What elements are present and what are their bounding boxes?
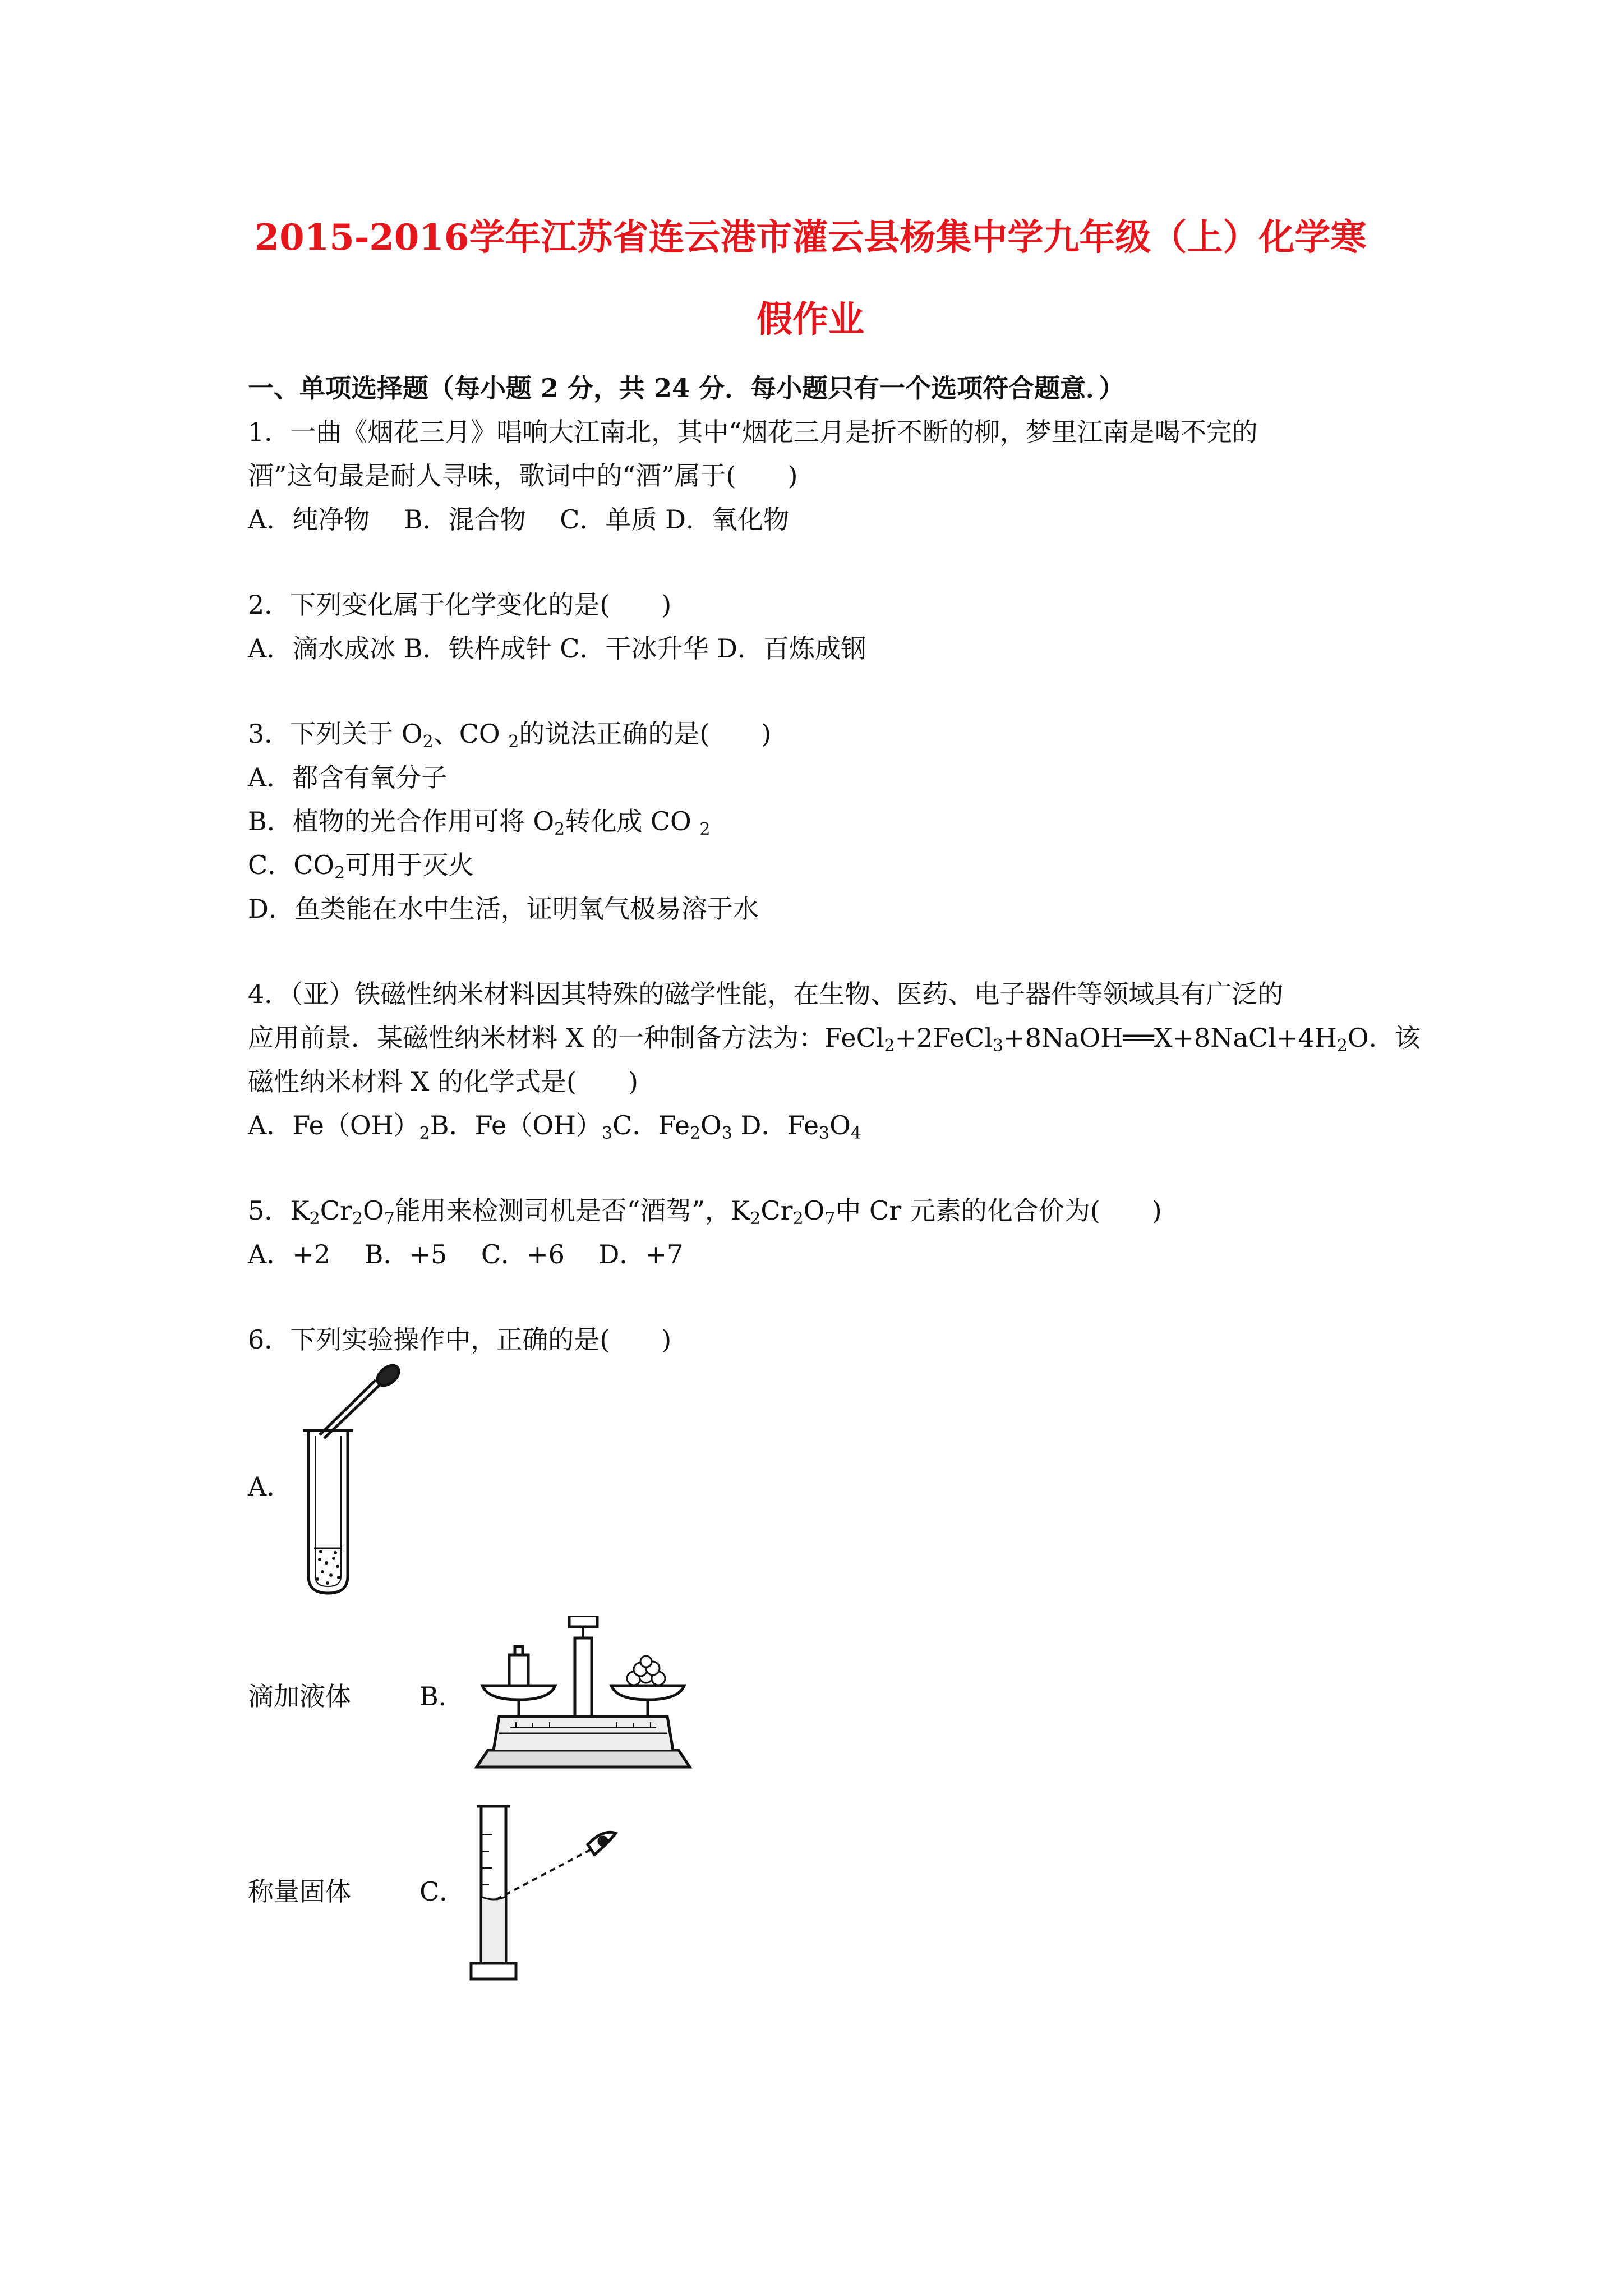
balance-scale-icon bbox=[465, 1616, 701, 1778]
q3-option-a: A．都含有氧分子 bbox=[248, 762, 448, 793]
q4-stem-line1: 4．（亚）铁磁性纳米材料因其特殊的磁学性能，在生物、医药、电子器件等领域具有广泛的 bbox=[248, 979, 1284, 1009]
q1-options: A．纯净物 B．混合物 C．单质 D．氧化物 bbox=[248, 504, 789, 535]
q4-stem-line2: 应用前景．某磁性纳米材料 X 的一种制备方法为：$FeCl_2+2FeCl_3+8NaOH══X+8NaCl+4H_2O$．该 bbox=[248, 1023, 1421, 1056]
document-title-line1: 2015-2016学年江苏省连云港市灌云县杨集中学九年级（上）化学寒 bbox=[254, 217, 1367, 259]
q3-stem: 3．下列关于 $O_2$、CO $_2$的说法正确的是( ) bbox=[248, 719, 772, 752]
q6-stem: 6．下列实验操作中，正确的是( ) bbox=[248, 1324, 672, 1355]
q4-stem-line3: 磁性纳米材料 X 的化学式是( ) bbox=[248, 1066, 638, 1097]
dropper-test-tube-icon bbox=[292, 1363, 404, 1610]
q3-option-d: D．鱼类能在水中生活，证明氧气极易溶于水 bbox=[248, 894, 759, 924]
q2-options: A．滴水成冰 B．铁杵成针 C．干冰升华 D．百炼成钢 bbox=[248, 633, 866, 664]
q2-stem: 2．下列变化属于化学变化的是( ) bbox=[248, 590, 672, 620]
q3-option-b: B．植物的光合作用可将 $O_2$转化成 CO $_2$ bbox=[248, 806, 711, 839]
section-heading: 一、单项选择题（每小题 2 分，共 24 分．每小题只有一个选项符合题意．） bbox=[248, 373, 1125, 403]
q6-option-c-label: C． bbox=[419, 1876, 465, 1907]
q6-option-b-label: B． bbox=[419, 1681, 464, 1711]
q6-option-a-caption: 滴加液体 bbox=[248, 1681, 351, 1711]
q6-option-a-label: A． bbox=[248, 1471, 293, 1502]
graduated-cylinder-icon bbox=[465, 1801, 634, 1986]
document-title-line2: 假作业 bbox=[757, 298, 864, 341]
q6-option-b-caption: 称量固体 bbox=[248, 1876, 351, 1907]
q1-stem-line1: 1．一曲《烟花三月》唱响大江南北，其中“烟花三月是折不断的柳，梦里江南是喝不完的 bbox=[248, 417, 1258, 447]
q5-options: A．+2 B．+5 C．+6 D．+7 bbox=[248, 1239, 684, 1269]
q4-options: A．$Fe(OH)_2B$．$Fe(OH)_3C$．$Fe_2O_3$ D．$Fe_3O_4$ bbox=[248, 1110, 861, 1143]
q1-stem-line2: 酒”这句最是耐人寻味，歌词中的“酒”属于( ) bbox=[248, 461, 798, 491]
q3-option-c: C．$CO_2$可用于灭火 bbox=[248, 850, 474, 883]
q5-stem: 5．$K_2Cr_2O_7$能用来检测司机是否“酒驾”，$K_2Cr_2O_7$中 Cr 元素的化合价为( ) bbox=[248, 1195, 1162, 1228]
